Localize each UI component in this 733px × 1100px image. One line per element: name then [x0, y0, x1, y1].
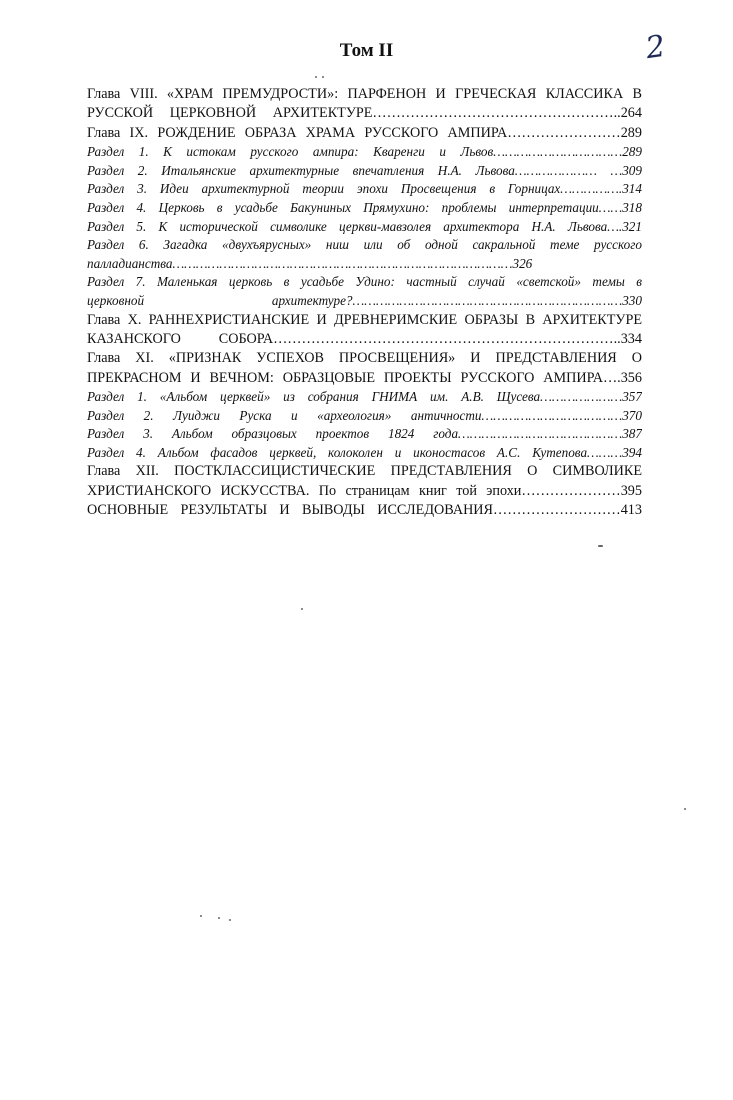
toc-section-entry [87, 143, 642, 162]
toc-line: ОСНОВНЫЕ РЕЗУЛЬТАТЫ И ВЫВОДЫ ИССЛЕДОВАНИЯ………………………413 [87, 502, 642, 519]
toc-section-entry [87, 218, 642, 237]
toc-line: церковной архитектуре?……………………………………………………………330 [87, 292, 642, 308]
scan-speck [315, 76, 317, 78]
toc-line: Раздел 6. Загадка «двухъярусных» ниш или об одной сакральной теме русского [87, 237, 642, 253]
toc-section-entry [87, 425, 642, 444]
scan-speck [684, 808, 686, 810]
toc-section-entry [87, 407, 642, 426]
toc-line: палладианства……………………………………………………………………………326 [87, 255, 533, 271]
toc-line: Глава XI. «ПРИЗНАК УСПЕХОВ ПРОСВЕЩЕНИЯ» И ПРЕДСТАВЛЕНИЯ О [87, 350, 642, 367]
toc-section-entry [87, 273, 642, 310]
scan-speck [218, 917, 220, 919]
toc-line: Раздел 2. Итальянские архитектурные впечатления Н.А. Львова………………… …309 [87, 162, 642, 178]
toc-section-entry [87, 444, 642, 463]
table-of-contents [87, 85, 642, 521]
toc-line: Глава VIII. «ХРАМ ПРЕМУДРОСТИ»: ПАРФЕНОН И ГРЕЧЕСКАЯ КЛАССИКА В [87, 86, 642, 102]
handwritten-page-number: 2 [643, 28, 668, 67]
toc-chapter-entry [87, 124, 642, 143]
toc-section-entry [87, 162, 642, 181]
toc-section-entry [87, 236, 642, 273]
toc-line: Раздел 3. Альбом образцовых проектов 1824 года……………………………………387 [87, 426, 642, 442]
toc-line: Раздел 3. Идеи архитектурной теории эпохи Просвещения в Горницах…………….314 [87, 181, 642, 197]
toc-line: Раздел 1. К истокам русского ампира: Кваренги и Львов……………………………289 [87, 144, 642, 160]
toc-line: Раздел 2. Луиджи Руска и «археология» античности………………………………370 [87, 407, 642, 423]
toc-line: ХРИСТИАНСКОГО ИСКУССТВА. По страницам книг той эпохи…………………395 [87, 482, 642, 499]
toc-line: РУССКОЙ ЦЕРКОВНОЙ АРХИТЕКТУРЕ……………………………………………..264 [87, 105, 642, 122]
page-title: Том II [339, 40, 394, 61]
scan-speck [322, 76, 324, 78]
toc-line: ПРЕКРАСНОМ И ВЕЧНОМ: ОБРАЗЦОВЫЕ ПРОЕКТЫ РУССКОГО АМПИРА….356 [87, 369, 642, 386]
scan-speck [301, 608, 303, 610]
toc-line: Раздел 5. К исторической символике церкви-мавзолея архитектора Н.А. Львова….321 [87, 218, 642, 234]
toc-line: Глава X. РАННЕХРИСТИАНСКИЕ И ДРЕВНЕРИМСКИЕ ОБРАЗЫ В АРХИТЕКТУРЕ [87, 311, 642, 328]
toc-line: КАЗАНСКОГО СОБОРА………………………………………………………………..334 [87, 330, 642, 347]
toc-line: Глава IX. РОЖДЕНИЕ ОБРАЗА ХРАМА РУССКОГО АМПИРА……………………289 [87, 124, 642, 141]
toc-chapter-entry [87, 311, 642, 350]
scan-speck [598, 545, 603, 547]
scan-speck [229, 919, 231, 921]
toc-line: Раздел 4. Альбом фасадов церквей, колоколен и иконостасов А.С. Кутепова………394 [87, 444, 642, 460]
toc-chapter-entry [87, 349, 642, 388]
toc-chapter-entry [87, 462, 642, 501]
toc-section-entry [87, 388, 642, 407]
toc-line: Раздел 7. Маленькая церковь в усадьбе Удино: частный случай «светской» темы в [87, 274, 642, 290]
toc-line: Глава XII. ПОСТКЛАССИЦИСТИЧЕСКИЕ ПРЕДСТАВЛЕНИЯ О СИМВОЛИКЕ [87, 463, 642, 480]
scan-speck [200, 915, 202, 917]
toc-chapter-entry [87, 85, 642, 124]
toc-chapter-entry [87, 501, 642, 520]
toc-line: Раздел 1. «Альбом церквей» из собрания ГНИМА им. А.В. Щусева…………………357 [87, 389, 642, 405]
toc-section-entry [87, 199, 642, 218]
toc-line: Раздел 4. Церковь в усадьбе Бакуниных Прямухино: проблемы интерпретации……318 [87, 199, 642, 215]
toc-section-entry [87, 180, 642, 199]
